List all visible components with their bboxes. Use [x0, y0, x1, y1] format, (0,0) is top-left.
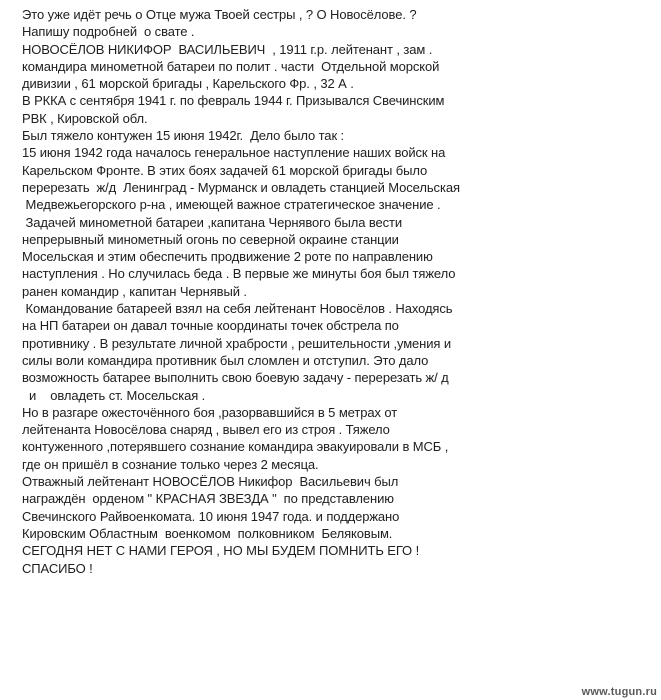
text-line: ранен командир , капитан Чернявый . — [22, 283, 247, 299]
text-line: Командование батареей взял на себя лейтенант Новосёлов . Находясь — [22, 301, 453, 317]
text-line: командира минометной батареи по полит . части Отдельной морской — [22, 58, 440, 74]
text-line: лейтенанта Новосёлова снаряд , вывел его из строя . Тяжело — [22, 422, 390, 438]
text-line: непрерывный минометный огонь по северной окраине станции — [22, 231, 399, 247]
text-line: Медвежьегорского р-на , имеющей важное стратегическое значение . — [22, 197, 441, 213]
text-line: Кировским Областным военкомом полковником Беляковым. — [22, 525, 393, 541]
text-line: перерезать ж/д Ленинград - Мурманск и овладеть станцией Мосельская — [22, 179, 460, 195]
text-line: Мосельская и этим обеспечить продвижение 2 роте по направлению — [22, 249, 433, 265]
text-line: наступления . Но случилась беда . В первые же минуты боя был тяжело — [22, 266, 456, 282]
text-line: 15 июня 1942 года началось генеральное наступление наших войск на — [22, 145, 446, 161]
text-line: Отважный лейтенант НОВОСЁЛОВ Никифор Васильевич был — [22, 474, 399, 490]
text-line: контуженного ,потерявшего сознание командира эвакуировали в МСБ , — [22, 439, 449, 455]
text-line: награждён орденом " КРАСНАЯ ЗВЕЗДА " по представлению — [22, 491, 394, 507]
text-line: Карельском Фронте. В этих боях задачей 61 морской бригады было — [22, 162, 428, 178]
text-line: возможность батарее выполнить свою боевую задачу - перерезать ж/ д — [22, 370, 449, 386]
text-line: РВК , Кировской обл. — [22, 110, 148, 126]
text-line: Задачей минометной батареи ,капитана Чернявого была вести — [22, 214, 403, 230]
text-line: СПАСИБО ! — [22, 560, 93, 576]
text-line: В РККА с сентября 1941 г. по февраль 1944 г. Призывался Свечинским — [22, 93, 445, 109]
text-line: противнику . В результате личной храбрости , решительности ,умения и — [22, 335, 452, 351]
text-line: Был тяжело контужен 15 июня 1942г. Дело было так : — [22, 128, 345, 144]
text-line: Но в разгаре ожесточённого боя ,разорвавшийся в 5 метрах от — [22, 404, 398, 420]
text-line: где он пришёл в сознание только через 2 месяца. — [22, 456, 319, 472]
post-body — [22, 6, 652, 577]
text-line: Свечинского Райвоенкомата. 10 июня 1947 года. и поддержано — [22, 508, 400, 524]
text-line: дивизии , 61 морской бригады , Карельского Фр. , 32 А . — [22, 76, 354, 92]
text-line: Это уже идёт речь о Отце мужа Твоей сестры , ? О Новосёлове. ? — [22, 7, 417, 22]
text-line: Напишу подробней о свате . — [22, 24, 195, 40]
text-line: НОВОСЁЛОВ НИКИФОР ВАСИЛЬЕВИЧ , 1911 г.р. лейтенант , зам . — [22, 41, 433, 57]
text-line: СЕГОДНЯ НЕТ С НАМИ ГЕРОЯ , НО МЫ БУДЕМ ПОМНИТЬ ЕГО ! — [22, 543, 420, 559]
text-line: и овладеть ст. Мосельская . — [22, 387, 206, 403]
text-line: на НП батареи он давал точные координаты точек обстрела по — [22, 318, 399, 334]
text-line: силы воли командира противник был сломлен и отступил. Это дало — [22, 352, 429, 368]
site-watermark: www.tugun.ru — [581, 686, 657, 698]
